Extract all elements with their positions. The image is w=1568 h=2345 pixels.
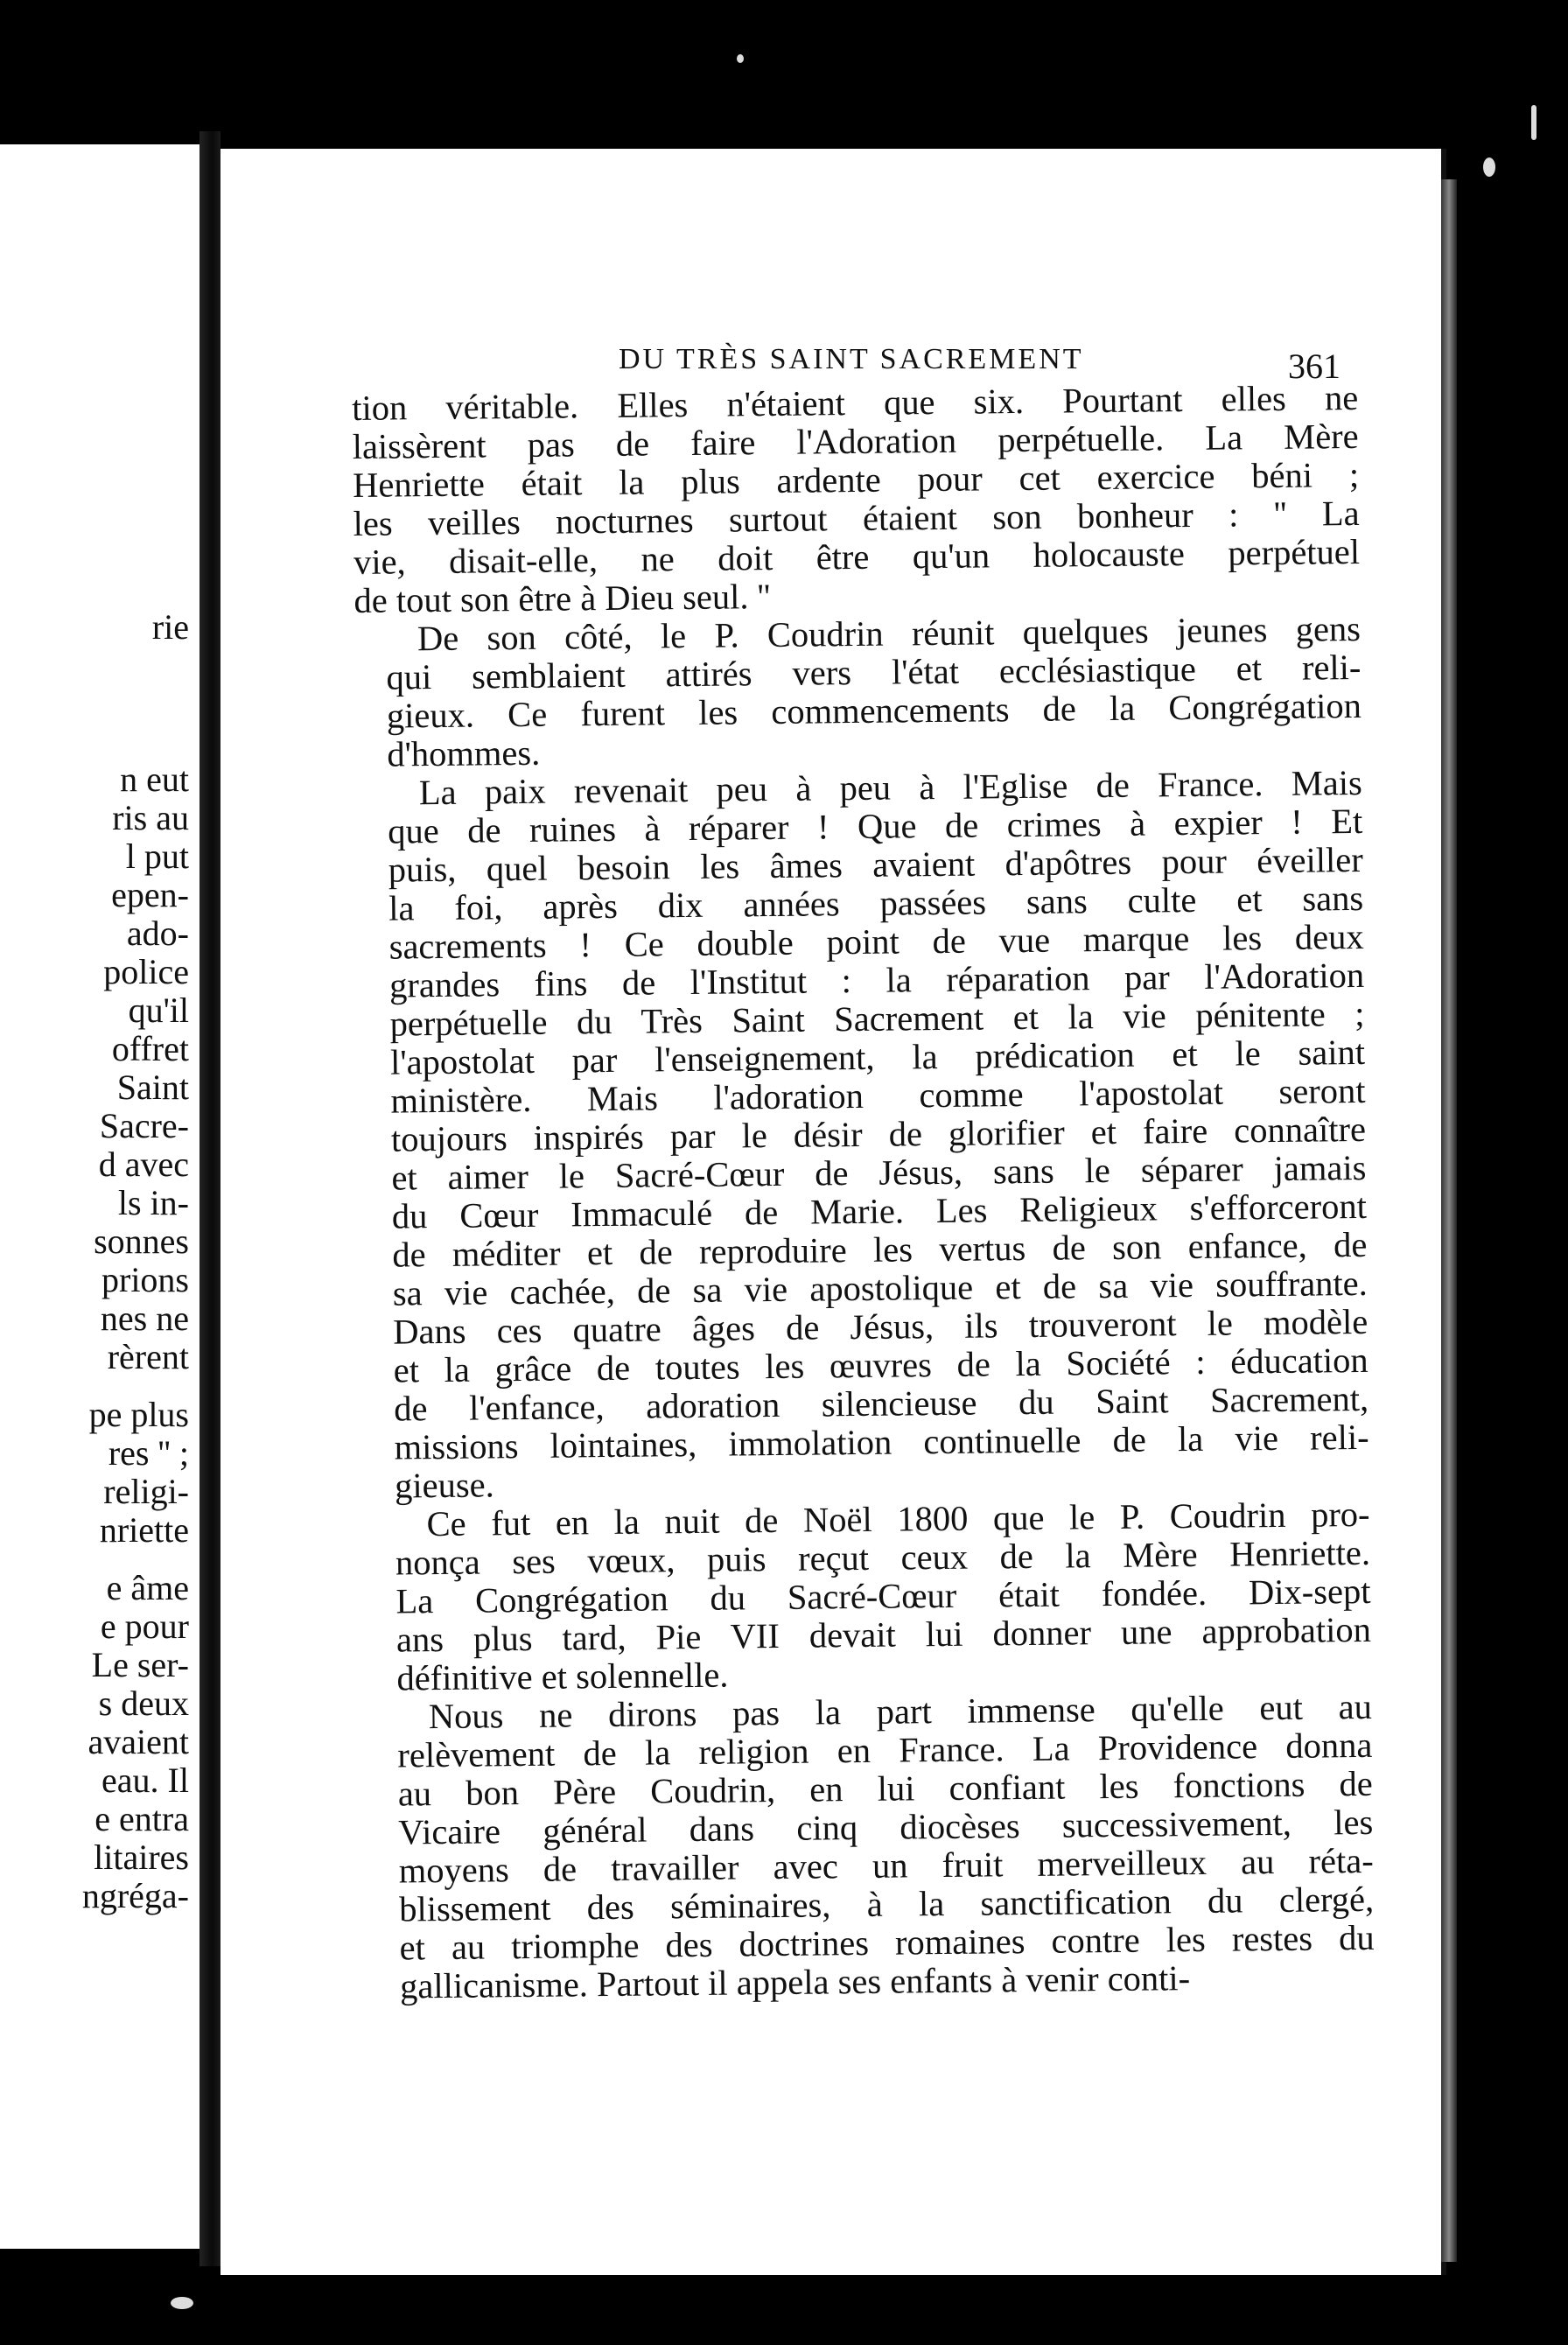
left-page-fragment: police (103, 952, 189, 991)
left-page-fragment: rie (151, 607, 189, 647)
text-line: gieux. Ce furent les commencements de la Congrégation (386, 685, 1362, 736)
text-line: nonça ses vœux, puis reçut ceux de la Mère Henriette. (395, 1532, 1371, 1583)
text-line: les veilles nocturnes surtout étaient son bonheur : '' La (353, 493, 1360, 543)
text-line: moyens de travailler avec un fruit merveilleux au réta- (398, 1840, 1374, 1891)
text-line: sa vie cachée, de sa vie apostolique et de sa vie souffrante. (392, 1263, 1368, 1313)
left-page-fragment: e pour (100, 1606, 189, 1646)
text-line: De son côté, le P. Coudrin réunit quelques jeunes gens (416, 608, 1362, 659)
text-line: grandes fins de l'Institut : la réparation par l'Adoration (388, 955, 1365, 1005)
text-line: définitive et solennelle. (396, 1655, 729, 1698)
text-line: relèvement de la religion en France. La Providence donna (397, 1725, 1373, 1775)
left-page-fragment: Saint (116, 1068, 189, 1107)
left-page-fragment: qu'il (128, 990, 189, 1030)
left-page-fragment: religi- (103, 1472, 189, 1511)
dust-speck (1483, 158, 1495, 177)
paragraph (352, 379, 1361, 620)
left-page-fragment: l put (125, 836, 189, 876)
text-line: puis, quel besoin les âmes avaient d'apôtres pour éveiller (388, 839, 1363, 890)
dust-speck (171, 2297, 193, 2309)
left-page-fragment: epen- (111, 875, 189, 914)
left-page-fragment: prions (102, 1260, 189, 1299)
left-page-fragment: ngréga- (81, 1876, 189, 1915)
paragraph (366, 1688, 1376, 2006)
left-page-fragment: rèrent (107, 1337, 189, 1376)
left-page-fragment: nriette (99, 1510, 189, 1550)
left-page-fragment: pe plus (88, 1395, 189, 1434)
text-line: gallicanisme. Partout il appela ses enfants à venir conti- (399, 1958, 1191, 2006)
left-page-fragment: eau. Il (102, 1760, 189, 1800)
left-page-fragment: offret (111, 1029, 189, 1068)
text-line: ministère. Mais l'adoration comme l'apostolat seront (390, 1070, 1366, 1121)
text-line: Henriette était la plus ardente pour cet exercice béni ; (352, 454, 1360, 505)
text-line: La Congrégation du Sacré-Cœur était fondée. Dix-sept (396, 1571, 1371, 1621)
text-line: et au triomphe des doctrines romaines contre les restes du (399, 1917, 1375, 1968)
text-line: sacrements ! Ce double point de vue marque les deux (388, 916, 1364, 967)
left-page-fragment: Le ser- (91, 1645, 189, 1684)
page-number: 361 (1288, 346, 1340, 386)
text-line: de tout son être à Dieu seul. '' (354, 577, 771, 620)
left-page-fragment: e âme (106, 1568, 189, 1607)
left-page-fragment: ris au (112, 798, 189, 837)
text-line: que de ruines à réparer ! Que de crimes à expier ! Et (388, 801, 1363, 851)
text-line: d'hommes. (387, 732, 541, 774)
right-page (220, 149, 1441, 2275)
text-line: la foi, après dix années passées sans culte et sans (388, 878, 1364, 928)
left-page-fragment: d avec (98, 1144, 189, 1184)
text-line: toujours inspirés par le désir de glorifier et faire connaître (390, 1109, 1367, 1159)
left-page-fragment: sonnes (94, 1222, 189, 1261)
text-line: missions lointaines, immolation continuelle de la vie reli- (394, 1417, 1369, 1467)
dust-speck (1531, 105, 1536, 140)
text-line: gieuse. (394, 1465, 494, 1506)
text-line: Dans ces quatre âges de Jésus, ils trouveront le modèle (393, 1301, 1368, 1352)
left-page-fragment: ls in- (117, 1183, 189, 1222)
text-line: Ce fut en la nuit de Noël 1800 que le P. Coudrin pro- (426, 1494, 1370, 1544)
text-line: de l'enfance, adoration silencieuse du Saint Sacrement, (393, 1378, 1369, 1429)
left-page-fragment: avaient (88, 1722, 189, 1761)
page-stack-edge (1441, 179, 1457, 2262)
left-page-fragment: e entra (94, 1799, 189, 1838)
left-page-fragment: Sacre- (99, 1106, 189, 1145)
left-page-fragment: nes ne (100, 1298, 189, 1338)
text-line: du Cœur Immaculé de Marie. Les Religieux s'efforceront (391, 1186, 1368, 1236)
text-line: qui semblaient attirés vers l'état ecclésiastique et reli- (386, 647, 1362, 697)
left-page-fragment: res '' ; (108, 1433, 189, 1473)
book-gutter (200, 131, 220, 2266)
text-line: Vicaire général dans cinq diocèses successivement, les (398, 1802, 1374, 1852)
left-page-fragment: n eut (120, 760, 189, 799)
dust-speck (737, 54, 744, 63)
text-line: Nous ne dirons pas la part immense qu'elle eut au (428, 1686, 1373, 1737)
left-page-fragment: s deux (98, 1684, 189, 1723)
left-page (0, 144, 200, 2249)
text-line: l'apostolat par l'enseignement, la prédication et le saint (389, 1032, 1366, 1082)
text-line: de méditer et de reproduire les vertus de son enfance, de (392, 1224, 1368, 1275)
text-line: vie, disait-elle, ne doit être qu'un holocauste perpétuel (353, 531, 1361, 582)
text-line: blissement des séminaires, à la sanctification du clergé, (398, 1879, 1375, 1929)
text-line: et aimer le Sacré-Cœur de Jésus, sans le séparer jamais (391, 1147, 1367, 1198)
text-line: ans plus tard, Pie VII devait lui donner une approbation (396, 1609, 1372, 1660)
left-page-text-fragments (0, 144, 189, 1915)
left-page-fragment: litaires (94, 1838, 189, 1877)
running-header: DU TRÈS SAINT SACREMENT (619, 343, 1084, 375)
paragraph (354, 610, 1362, 774)
left-page-fragment: ado- (126, 914, 189, 953)
text-line: tion véritable. Elles n'étaient que six. Pourtant elles ne (351, 377, 1359, 428)
paragraph (356, 764, 1370, 1506)
paragraph (363, 1495, 1371, 1698)
text-line: au bon Père Coudrin, en lui confiant les fonctions de (397, 1763, 1373, 1814)
page-body (352, 379, 1375, 2006)
text-line: laissèrent pas de faire l'Adoration perpétuelle. La Mère (352, 416, 1359, 466)
text-line: La paix revenait peu à peu à l'Eglise de France. Mais (418, 762, 1363, 813)
text-line: perpétuelle du Très Saint Sacrement et la vie pénitente ; (389, 993, 1365, 1044)
text-line: et la grâce de toutes les œuvres de la Société : éducation (393, 1340, 1368, 1390)
